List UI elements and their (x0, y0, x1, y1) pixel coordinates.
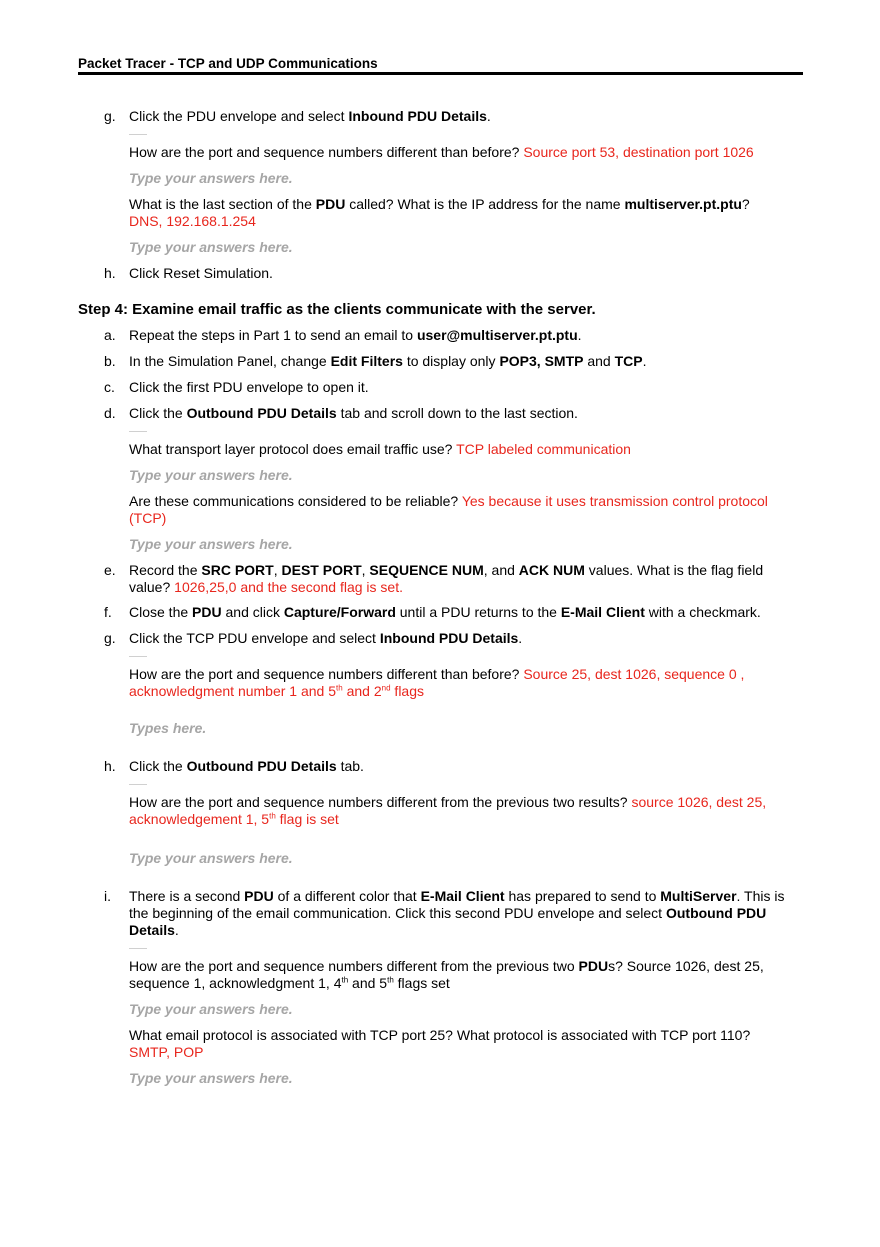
question: Are these communications considered to be reliable? Yes because it uses transmission control protocol (TCP) (129, 493, 768, 526)
section-heading: Step 4: Examine email traffic as the clients communicate with the server. (78, 301, 596, 318)
step-f: f. Close the PDU and click Capture/Forward until a PDU returns to the E-Mail Client with a checkmark. (104, 604, 761, 620)
answer: TCP labeled communication (456, 441, 631, 457)
answer-marker (129, 431, 147, 432)
answer: 1026,25,0 and the second flag is set. (174, 579, 403, 595)
answer: SMTP, POP (129, 1044, 204, 1060)
question: What is the last section of the PDU called? What is the IP address for the name multiserver.pt.ptu? DNS, 192.168.1.254 (129, 196, 750, 229)
answer: source 1026, dest 25, acknowledgement 1, 5th flag is set (129, 794, 767, 827)
step-d: d. Click the Outbound PDU Details tab and scroll down to the last section. (104, 405, 578, 421)
question: How are the port and sequence numbers different than before? Source port 53, destination port 1026 (129, 144, 754, 160)
question: What email protocol is associated with TCP port 25? What protocol is associated with TCP port 110? SMTP, POP (129, 1027, 751, 1060)
answer-placeholder[interactable]: Types here. (129, 720, 207, 736)
step-letter: g. (104, 108, 116, 124)
answer-placeholder[interactable]: Type your answers here. (129, 536, 293, 552)
page-header: Packet Tracer - TCP and UDP Communications (78, 56, 803, 75)
step-h1: h. Click Reset Simulation. (104, 265, 273, 281)
answer-placeholder[interactable]: Type your answers here. (129, 239, 293, 255)
answer: Yes because it uses transmission control protocol (TCP) (129, 493, 768, 526)
answer: Source port 53, destination port 1026 (523, 144, 754, 160)
question: How are the port and sequence numbers different from the previous two results? source 1026, dest 25, acknowledgement 1, 5th flag is set (129, 794, 767, 827)
answer-marker (129, 134, 147, 135)
question: How are the port and sequence numbers different from the previous two PDUs? Source 1026, dest 25, sequence 1, acknowledgment 1, 4th and 5th flags set (129, 958, 764, 991)
step-g1: g. Click the PDU envelope and select Inbound PDU Details. (78, 108, 803, 125)
step-b: b. In the Simulation Panel, change Edit Filters to display only POP3, SMTP and TCP. (104, 353, 647, 369)
answer: Source 25, dest 1026, sequence 0 , acknowledgment number 1 and 5th and 2nd flags (129, 666, 745, 699)
step-c: c. Click the first PDU envelope to open it. (104, 379, 369, 395)
answer: DNS, 192.168.1.254 (129, 213, 256, 229)
document-body (78, 108, 803, 1096)
answer-marker (129, 656, 147, 657)
answer-placeholder[interactable]: Type your answers here. (129, 170, 293, 186)
step-e: e. Record the SRC PORT, DEST PORT, SEQUENCE NUM, and ACK NUM values. What is the flag field value? 1026,25,0 and the second flag is set. (104, 562, 764, 595)
answer-placeholder[interactable]: Type your answers here. (129, 467, 293, 483)
question: How are the port and sequence numbers different than before? Source 25, dest 1026, sequence 0 , acknowledgment number 1 and 5th and 2nd flags (129, 666, 745, 699)
answer-marker (129, 948, 147, 949)
answer-placeholder[interactable]: Type your answers here. (129, 1070, 293, 1086)
answer-placeholder[interactable]: Type your answers here. (129, 850, 293, 866)
step-h2: h. Click the Outbound PDU Details tab. (104, 758, 364, 774)
question: What transport layer protocol does email traffic use? TCP labeled communication (129, 441, 631, 457)
answer-marker (129, 784, 147, 785)
answer-placeholder[interactable]: Type your answers here. (129, 1001, 293, 1017)
step-i: i. There is a second PDU of a different color that E-Mail Client has prepared to send to MultiServer. This is the beginning of the email communication. Click this second PDU envelope and select Outbound PDU Details. (104, 888, 785, 938)
step-a: a. Repeat the steps in Part 1 to send an email to user@multiserver.pt.ptu. (104, 327, 582, 343)
step-g2: g. Click the TCP PDU envelope and select Inbound PDU Details. (104, 630, 523, 646)
